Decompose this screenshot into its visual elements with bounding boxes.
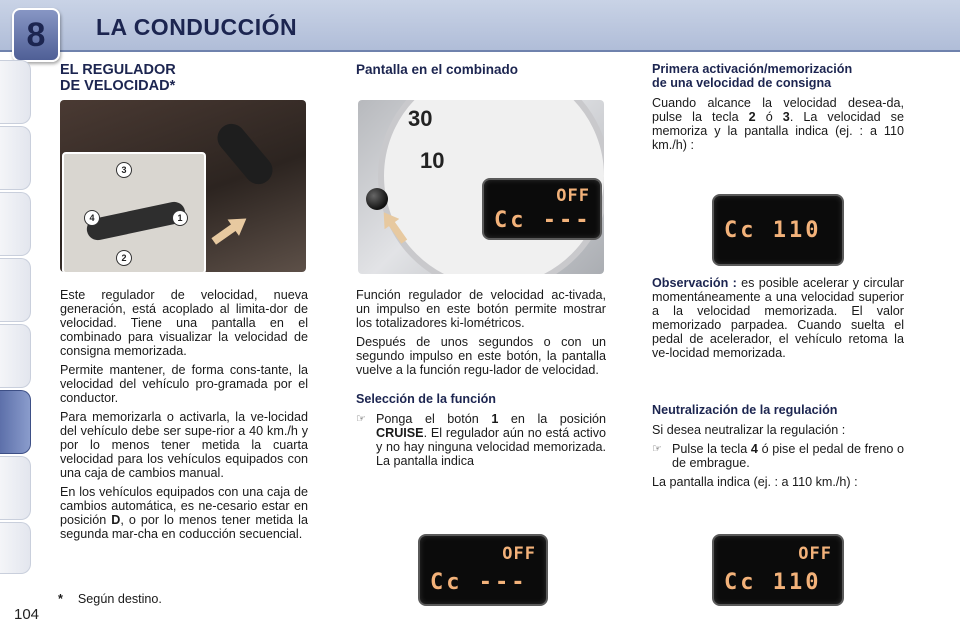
lcd-display [482, 178, 602, 240]
column-left-text [60, 288, 308, 546]
callout-4: 4 [84, 210, 100, 226]
chapter-tab-9[interactable] [0, 456, 31, 520]
gauge-label-30: 30 [408, 106, 433, 131]
chapter-tabs [0, 60, 34, 580]
footnote-text: Según destino. [77, 592, 162, 606]
paragraph: Cuando alcance la velocidad desea-da, pulse la tecla 2 ó 3. La velocidad se memoriza y la pantalla indica (ej. : a 110 km./h) : [652, 96, 904, 152]
steering-stalk [212, 118, 278, 190]
chapter-tab-2[interactable] [0, 126, 31, 190]
subheading: Selección de la función [356, 392, 496, 406]
chapter-tab-1[interactable] [0, 60, 31, 124]
chapter-tab-8-active[interactable] [0, 390, 31, 454]
callout-3: 3 [116, 162, 132, 178]
paragraph: La pantalla indica (ej. : a 110 km./h) : [652, 475, 858, 489]
section-heading-line2: DE VELOCIDAD* [60, 78, 176, 94]
bullet-item: ☞ Pulse la tecla 4 ó pise el pedal de freno o de embrague. [652, 442, 905, 470]
chapter-tab-4[interactable] [0, 258, 31, 322]
gauge-label-10: 10 [420, 148, 445, 173]
display-button-icon [366, 188, 388, 210]
chapter-tab-10[interactable] [0, 522, 31, 574]
paragraph: Para memorizarla o activarla, la ve-locidad del vehículo debe ser supe-rior a 40 km./h y por lo menos tener metida la cuarta velocidad para los vehículos equipados con una caja de cambios manual. [60, 410, 308, 480]
callout-1: 1 [172, 210, 188, 226]
observation-paragraph: Observación : es posible acelerar y circular momentáneamente a una velocidad superior a la velocidad memorizada. El valor memorizado parpadea. Cuando suelta el pedal de acelerador, el vehículo retoma la ve-locidad memorizada. [652, 276, 904, 360]
column-left [60, 62, 306, 94]
lcd-line-1: OFF [798, 544, 832, 564]
column-right-text [652, 276, 904, 494]
footnote-mark: * [58, 592, 63, 606]
paragraph: Este regulador de velocidad, nueva generación, está acoplado al limita-dor de velocidad. Tiene una pantalla en el combinado para visualizar la velocidad de consigna memorizada. [60, 288, 308, 358]
lcd-display-off-110 [712, 534, 844, 606]
hand-pointer-icon: ☞ [356, 413, 366, 425]
chapter-tab-3[interactable] [0, 192, 31, 256]
lcd-display-off [418, 534, 548, 606]
lcd-line-2: Cc 110 [724, 570, 822, 595]
footnote [58, 592, 308, 606]
section-heading: EL REGULADOR [60, 62, 176, 78]
paragraph: En los vehículos equipados con una caja de cambios automática, es ne-cesario estar en posición D, o por lo menos tener metida la segunda mar-cha en coducción secuencial. [60, 485, 308, 541]
column-middle-text [356, 288, 606, 473]
section-heading: Pantalla en el combinado [356, 62, 519, 77]
lcd-line-2: Cc --- [494, 208, 592, 233]
lever-detail-inset [62, 152, 206, 272]
paragraph: Función regulador de velocidad ac-tivada, un impulso en este botón permite mostrar los totalizadores ki-lométricos. [356, 288, 606, 330]
chapter-tab-5[interactable] [0, 324, 31, 388]
paragraph: Después de unos segundos o con un segundo impulso en este botón, la pantalla vuelve a la función regu-lador de velocidad. [356, 335, 606, 377]
page-title: LA CONDUCCIÓN [96, 14, 298, 40]
lcd-display-memorized [712, 194, 844, 266]
pointer-arrow-icon [208, 210, 252, 249]
lcd-line-1: OFF [502, 544, 536, 564]
paragraph: Permite mantener, de forma cons-tante, la velocidad del vehículo pro-gramada por el conductor. [60, 363, 308, 405]
instrument-cluster-illustration [358, 100, 604, 274]
subheading-line2: de una velocidad de consigna [652, 76, 832, 90]
page-number: 104 [14, 606, 40, 623]
column-right [652, 62, 904, 157]
paragraph: Si desea neutralizar la regulación : [652, 423, 846, 437]
column-middle [356, 62, 606, 78]
subheading: Neutralización de la regulación [652, 403, 838, 417]
chapter-badge: 8 [12, 8, 60, 62]
bullet-item: ☞ Ponga el botón 1 en la posición CRUISE. El regulador aún no está activo y no hay ninguna velocidad memorizada. La pantalla indica [356, 412, 607, 468]
subheading: Primera activación/memorización [652, 62, 853, 76]
lcd-line-1: OFF [556, 186, 590, 206]
lcd-line-2: Cc 110 [724, 218, 822, 243]
hand-pointer-icon: ☞ [652, 443, 662, 455]
cruise-lever-illustration [60, 100, 306, 272]
lcd-line-2: Cc --- [430, 570, 528, 595]
callout-2: 2 [116, 250, 132, 266]
